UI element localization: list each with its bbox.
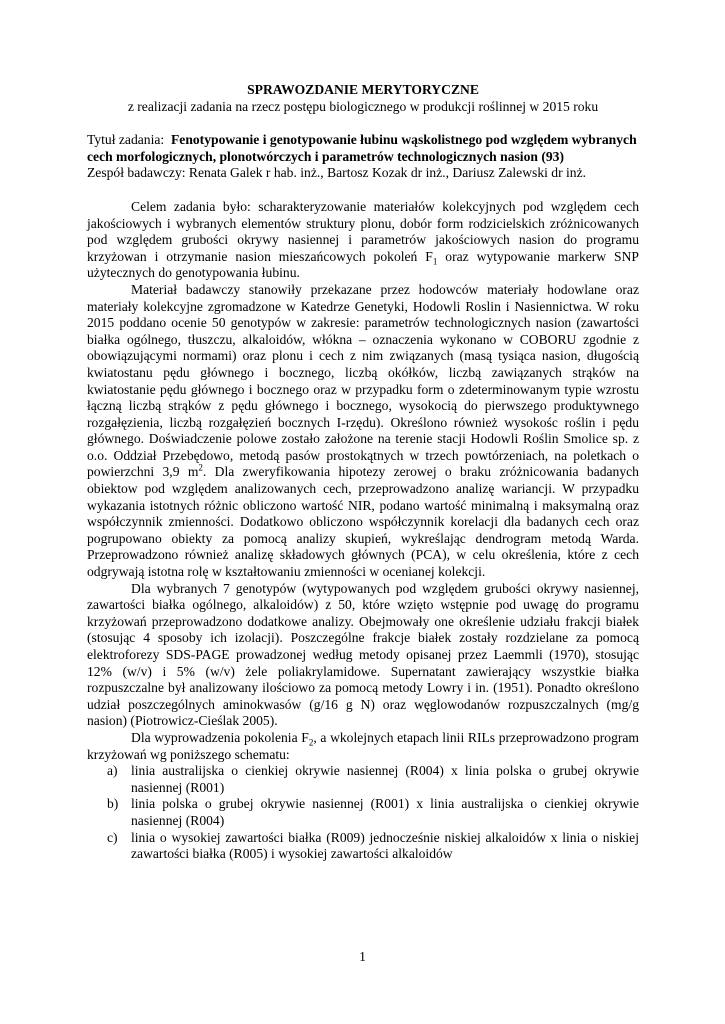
document-page [87, 82, 639, 863]
crossing-list [87, 763, 639, 863]
team-label: Zespół badawczy: [87, 165, 186, 181]
list-item [87, 830, 639, 863]
paragraph-objective [87, 199, 639, 282]
list-item [87, 796, 639, 829]
paragraph-genotypes: Dla wybranych 7 genotypów (wytypowanych pod względem grubości okrywy nasiennej, zawartości białka ogólnego, alkaloidów) z 50, które wzięto wstępnie pod uwagę do programu krzyżowań przeprowadzono dodatkowe analizy. Obejmowały one określenie udziału frakcji białek (stosując 4 sposoby ich izolacji). Poszczególne frakcje białek zostały rozdzielane za pomocą elektroforezy SDS-PAGE prowadzonej według metody opisanej przez Laemmli (1970), stosując 12% (w/v) i 5% (w/v) żele poliakrylamidowe. Supernatant zawierający wszystkie białka rozpuszczalne był analizowany ilościowo za pomocą metody Lowry i in. (1951). Ponadto określono udział poszczególnych aminokwasów (g/16 g N) oraz węglowodanów rozpuszczalnych (mg/g nasion) (Piotrowicz-Cieślak 2005). [87, 580, 639, 729]
subscript: 1 [432, 256, 438, 267]
list-marker: c) [107, 829, 118, 845]
list-item-text: linia australijska o cienkiej okrywie nasiennej (R004) x linia polska o grubej okrywie nasiennej (R001) [131, 763, 639, 795]
list-item [87, 763, 639, 796]
list-marker: a) [107, 763, 118, 779]
paragraph-text: oraz wytypowanie markerw SNP użytecznych do genotypowania łubinu. [87, 248, 639, 281]
paragraph-text: , a wkolejnych etapach linii RILs przeprowadzono program krzyżowań wg poniższego schematu: [87, 729, 640, 762]
list-item-text: linia polska o grubej okrywie nasiennej (R001) x linia australijska o cienkiej okrywie nasiennej (R004) [131, 796, 639, 828]
paragraph-text: Dla wyprowadzenia pokolenia F [131, 729, 309, 745]
list-item-text: linia o wysokiej zawartości białka (R009) jednocześnie niskiej alkaloidów x linia o niskiej zawartości białka (R005) i wysokiej zawartości alkaloidów [131, 829, 639, 862]
task-title-line [87, 132, 639, 165]
paragraph-text: Celem zadania było: scharakteryzowanie materiałów kolekcyjnych pod względem cech jakościowych i wybranych elementów struktury plonu, dobór form rodzicielskich zróżnicowanych pod względem grubości okrywy nasiennej i parametrów jakościowych nasion do programu krzyżowan i otrzymanie nasion mieszańcowych pokoleń F [87, 198, 639, 264]
task-title: Fenotypowanie i genotypowanie łubinu wąskolistnego pod względem wybranych cech morfologicznych, plonotwórczych i parametrów technologicznych nasion (93) [87, 132, 637, 164]
page-number: 1 [359, 949, 366, 964]
report-title: SPRAWOZDANIE MERYTORYCZNE [247, 82, 479, 97]
subscript: 2 [308, 737, 314, 748]
list-marker: b) [107, 796, 119, 812]
team-line [87, 165, 639, 182]
superscript: 2 [198, 462, 203, 473]
paragraph-material [87, 282, 639, 581]
task-label: Tytuł zadania: [87, 132, 165, 148]
team-members: Renata Galek r hab. inż., Bartosz Kozak dr inż., Dariusz Zalewski dr inż. [188, 165, 587, 181]
paragraph-crossing [87, 730, 639, 763]
paragraph-text: Materiał badawczy stanowiły przekazane przez hodowców materiały hodowlane oraz materiały kolekcyjne zgromadzone w Katedrze Genetyki, Hodowli Roslin i Nasiennictwa. W roku 2015 poddano ocenie 50 genotypów w zakresie: parametrów technologicznych nasion (zawartości białka ogólnego, tłuszczu, alkaloidów, włókna – oznaczenia wykonano w COBORU zgodnie z obowiązującymi normami) oraz plonu i cech z nim związanych (masą tysiąca nasion, długością kwiatostanu pędu głównego i bocznego, liczbą okółków, liczbą zawiązanych strąków na kwiatostanie pędu głównego i bocznego oraz w przypadku form o zdeterminowanym typie wzrostu łączną liczbą strąków z pędu głównego i bocznego, wysokocią do pierwszego produktywnego rozgałęzienia, liczbą rozgałęzień bocznych I-rzędu). Określono również wysokośc roślin i pędu głównego. Doświadczenie polowe zostało założone na terenie stacji Hodowli Roślin Smolice sp. z o.o. Oddział Przebędowo, metodą pasów prostokątnych w trzech powtórzeniach, na poletkach o powierzchni 3,9 m [87, 281, 639, 480]
report-subtitle: z realizacji zadania na rzecz postępu biologicznego w produkcji roślinnej w 2015 roku [127, 98, 599, 114]
paragraph-text: . Dla zweryfikowania hipotezy zerowej o braku zróżnicowania badanych obiektow pod względem analizowanych cech, przeprowadzono analizę wariancji. W przypadku wykazania istotnych różnic obliczono wartość NIR, podano wartość minimalną i maksymalną oraz współczynnik zmienności. Dodatkowo obliczono współczynnik korelacji dla badanych cech oraz pogrupowano obiekty za pomocą analizy skupień, wykreślając dendrogram metodą Warda. Przeprowadzono również analizę składowych głównych (PCA), w celu określenia, które z cech odgrywają istotna rolę w kształtowaniu zmienności w ocenianej kolekcji. [87, 464, 639, 580]
